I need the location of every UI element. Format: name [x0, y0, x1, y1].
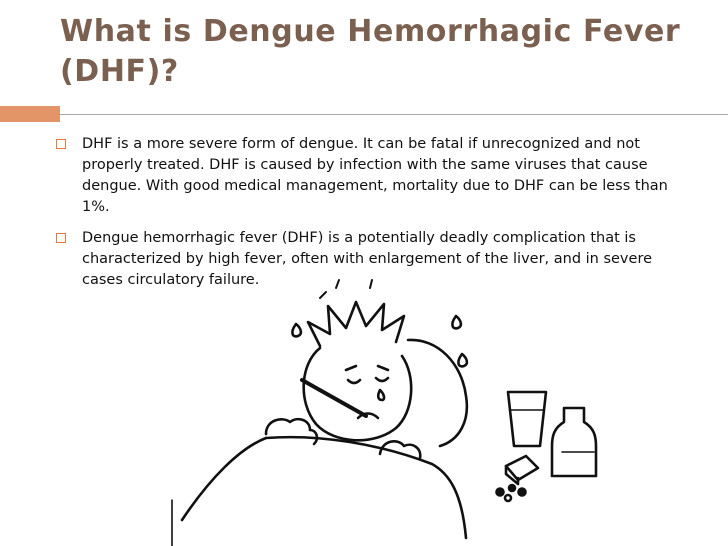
title-divider — [60, 114, 728, 115]
slide-title: What is Dengue Hemorrhagic Fever (DHF)? — [60, 14, 681, 89]
title-accent-bar — [0, 106, 60, 122]
bullet-text: Dengue hemorrhagic fever (DHF) is a potentially deadly complication that is characterized by high fever, often with enlargement of the liver, and in severe cases circulatory failure. — [82, 230, 653, 288]
sick-child-with-thermometer-icon — [170, 268, 600, 546]
square-bullet-icon — [56, 233, 66, 243]
square-bullet-icon — [56, 139, 66, 149]
bullet-text: DHF is a more severe form of dengue. It can be fatal if unrecognized and not properly treated. DHF is caused by infection with the same viruses that cause dengue. With good medical management, mortality due to DHF can be less than 1%. — [82, 136, 668, 215]
bullet-item — [56, 134, 696, 218]
